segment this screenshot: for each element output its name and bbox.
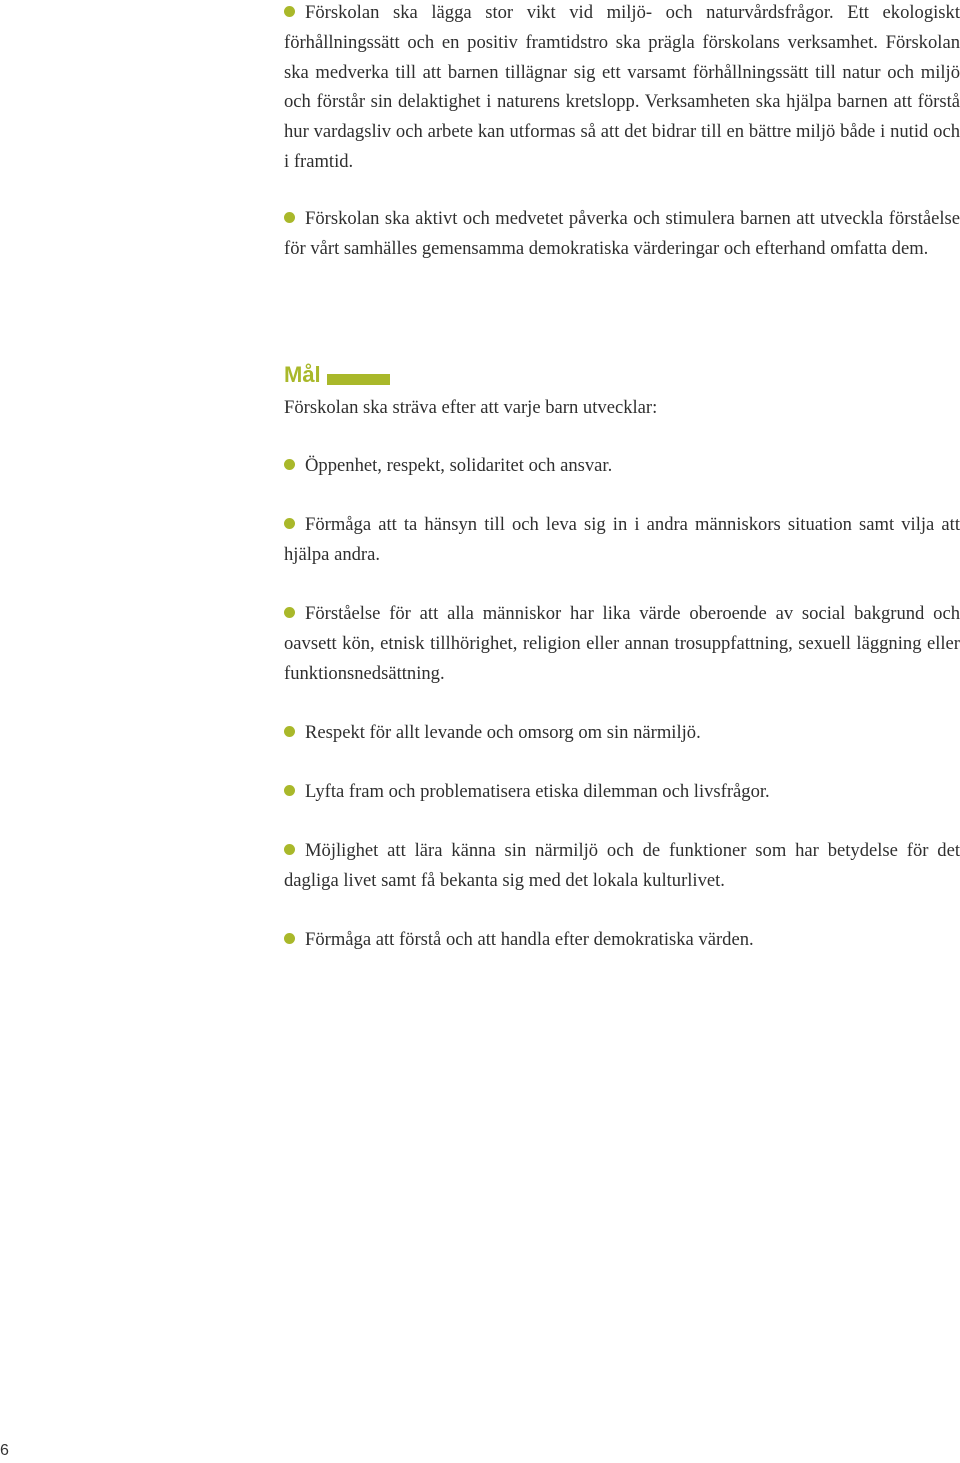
goal-item <box>284 451 960 481</box>
goal-text: Möjlighet att lära känna sin närmiljö och de funktioner som har betydelse för det dagliga livet samt få bekanta sig med det lokala kulturlivet. <box>284 840 960 892</box>
bullet-paragraph-democracy <box>284 204 960 264</box>
goal-text: Lyfta fram och problematisera etiska dilemman och livsfrågor. <box>305 781 770 803</box>
goal-item <box>284 836 960 896</box>
bullet-dot-icon <box>284 6 295 17</box>
goal-text: Förmåga att förstå och att handla efter demokratiska värden. <box>305 929 754 951</box>
goal-text: Öppenhet, respekt, solidaritet och ansvar. <box>305 455 613 476</box>
goal-item <box>284 599 960 688</box>
page-number: 6 <box>0 1442 9 1459</box>
bullet-dot-icon <box>284 212 295 223</box>
bullet-dot-icon <box>284 518 295 529</box>
heading-bar-decoration <box>327 374 390 385</box>
section-intro: Förskolan ska sträva efter att varje barn utvecklar: <box>284 397 658 418</box>
goal-item <box>284 718 960 748</box>
goal-item <box>284 777 960 807</box>
bullet-dot-icon <box>284 933 295 944</box>
bullet-dot-icon <box>284 459 295 470</box>
section-heading <box>284 360 390 390</box>
goal-text: Respekt för allt levande och omsorg om sin närmiljö. <box>305 721 701 743</box>
section-heading-text: Mål <box>284 362 321 387</box>
bullet-text: Förskolan ska aktivt och medvetet påverka och stimulera barnen att utveckla förståelse för vårt samhälles gemensamma demokratiska värderingar och efterhand omfatta dem. <box>284 208 960 259</box>
goal-item <box>284 510 960 570</box>
goals-list <box>284 451 960 985</box>
bullet-dot-icon <box>284 785 295 796</box>
goal-text: Förmåga att ta hänsyn till och leva sig in i andra människors situation samt vilja att hjälpa andra. <box>284 514 960 565</box>
bullet-dot-icon <box>284 726 295 737</box>
bullet-dot-icon <box>284 844 295 855</box>
goal-item <box>284 925 960 955</box>
goal-text: Förståelse för att alla människor har lika värde oberoende av social bakgrund och oavsett kön, etnisk tillhörighet, religion eller annan trosuppfattning, sexuell läggning eller funktionsnedsättning. <box>284 603 960 684</box>
bullet-paragraph-environment <box>284 0 960 177</box>
bullet-dot-icon <box>284 607 295 618</box>
bullet-text: Förskolan ska lägga stor vikt vid miljö- och naturvårdsfrågor. Ett ekologiskt förhållningssätt och en positiv framtidstro ska prägla förskolans verksamhet. Förskolan ska medverka till att barnen tillägnar sig ett varsamt förhållningssätt till natur och miljö och förstår sin delaktighet i naturens kretslopp. Verksamheten ska hjälpa barnen att förstå hur vardagsliv och arbete kan utformas så att det bidrar till en bättre miljö både i nutid och i framtid. <box>284 2 960 172</box>
